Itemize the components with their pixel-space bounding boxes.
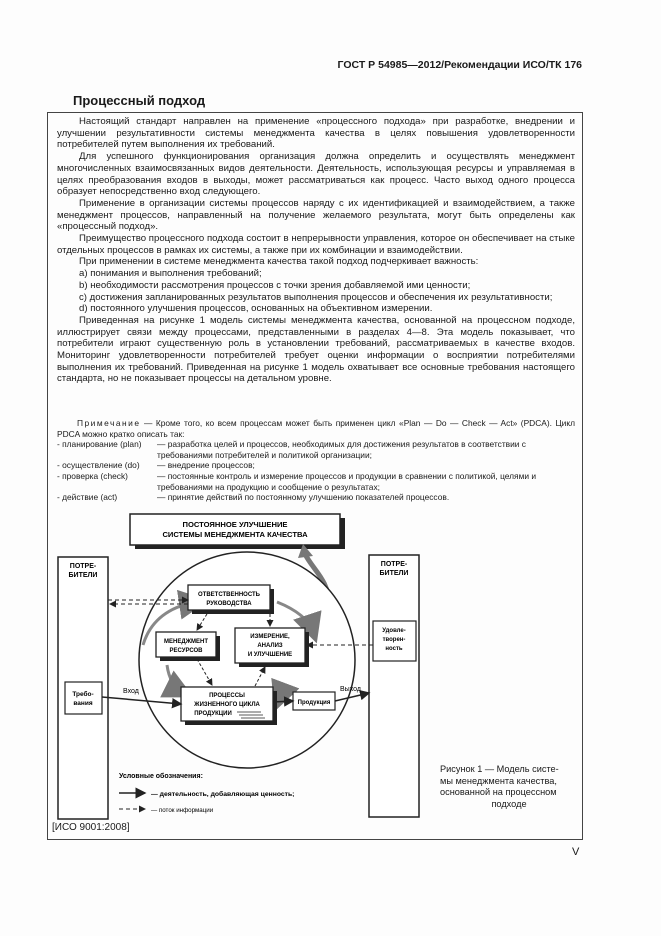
pdca-term: - действие (act) [57, 492, 118, 503]
legend-value-label: — деятельность, добавляющая ценность; [151, 791, 295, 798]
pdca-item [57, 439, 575, 460]
product-label: Продукция [297, 700, 331, 706]
pdca-desc: — постоянные контроль и измерение процессов и продукции в сравнении с политикой, целями и требованиями на продукцию и сообщение о результатах; [157, 470, 537, 492]
pdca-desc: — внедрение процессов; [157, 460, 255, 471]
paragraph: Приведенная на рисунке 1 модель системы менеджмента качества, основанной на процессном подходе, иллюстрирует связи между процессами, представленными в разделах 4—8. Эта модель показывает, что потребители играют существенную роль в установлении требований, рассматриваемых в качестве входов. Мониторинг удовлетворенности потребителей требует оценки информации о восприятии потребителями выполнения их требований. Приведенная на рисунке 1 модель охватывает все основные требования настоящего стандарта, но не показывает процессы на детальном уровне. [57, 314, 575, 385]
customers-right-column [369, 555, 419, 817]
lifecycle-label-1: ПРОЦЕССЫ [209, 693, 245, 699]
measurement-label-2: АНАЛИЗ [257, 643, 283, 649]
requirements-label-2: вания [73, 700, 93, 707]
caption-line: подходе [491, 798, 527, 809]
pdca-term: - планирование (plan) [57, 439, 142, 450]
paragraph: Преимущество процессного подхода состоит в непрерывности управления, которое он обеспечивает на стыке отдельных процессов в рамках их системы, а также при их комбинации и взаимодействии. [57, 233, 575, 256]
note-block [57, 418, 575, 503]
pdca-item [57, 460, 575, 471]
caption-line: Рисунок 1 — Модель систе- [440, 764, 559, 774]
satisfaction-label-2: творен- [382, 637, 406, 643]
product-arrow [273, 701, 293, 702]
input-label: Вход [123, 688, 139, 695]
customers-left-label-2: БИТЕЛИ [68, 572, 98, 579]
note-intro [57, 418, 575, 439]
note-label: Примечание [77, 418, 141, 428]
requirements-label-1: Требо- [72, 691, 94, 698]
body-text [57, 116, 575, 385]
paragraph: Для успешного функционирования организация должна определить и осуществлять менеджмент многочисленных взаимосвязанных видов деятельности. Деятельность, использующая ресурсы и управляемая в целях преобразования входов в выходы, может рассматриваться как процесс. Часто выход одного процесса образует непосредственно вход следующего. [57, 151, 575, 198]
paragraph: Применение в организации системы процессов наряду с их идентификацией и взаимодействием, а также менеджмент процессов, направленный на получение желаемого результата, могут быть определены как «процессный подход». [57, 197, 575, 233]
section-title: Процессный подход [73, 93, 206, 108]
page-number: V [572, 846, 580, 858]
satisfaction-label-1: Удовле- [382, 628, 406, 634]
caption-line: мы менеджмента качества, [440, 775, 557, 786]
pdca-term: - проверка (check) [57, 470, 128, 481]
top-box-line-1: ПОСТОЯННОЕ УЛУЧШЕНИЕ [182, 520, 288, 529]
requirements-box [65, 682, 102, 714]
satisfaction-label-3: ность [385, 646, 403, 652]
customers-right-label-2: БИТЕЛИ [379, 570, 409, 577]
note-text: — Кроме того, ко всем процессам может быть применен цикл «Plan — Do — Check — Act» (PDCA). Цикл PDCA можно кратко описать так: [57, 418, 575, 439]
pdca-desc: — принятие действий по постоянному улучшению показателей процессов. [157, 492, 450, 503]
list-item: b) необходимости рассмотрения процессов с точки зрения добавляемой ими ценности; [79, 279, 471, 291]
list-item: а) понимания и выполнения требований; [79, 268, 262, 280]
responsibility-label-2: РУКОВОДСТВА [206, 601, 252, 607]
pdca-item [57, 492, 575, 503]
pdca-item [57, 471, 575, 492]
paragraph: Настоящий стандарт направлен на применение «процессного подхода» при разработке, внедрении и улучшении результативности системы менеджмента качества в целях повышения удовлетворенности потребителей путем выполнения их требований. [57, 116, 575, 151]
customers-right-label-1: ПОТРЕ- [380, 561, 408, 568]
customers-left-label-1: ПОТРЕ- [69, 563, 97, 570]
paragraph: При применении в системе менеджмента качества такой подход подчеркивает важность: [79, 256, 479, 268]
caption-line: основанной на процессном [440, 787, 557, 797]
measurement-label-3: И УЛУЧШЕНИЕ [247, 652, 293, 658]
figure-caption [440, 764, 578, 810]
resources-label-1: МЕНЕДЖМЕНТ [163, 639, 209, 645]
source-reference: [ИСО 9001:2008] [52, 822, 130, 833]
measurement-label-1: ИЗМЕРЕНИЕ, [250, 634, 290, 640]
list-item: d) постоянного улучшения процессов, основанных на объективном измерении. [79, 303, 433, 315]
legend-info-label: — поток информации [151, 807, 214, 814]
pdca-term: - осуществление (do) [57, 460, 140, 471]
lifecycle-label-2: ЖИЗНЕННОГО ЦИКЛА [194, 702, 260, 708]
pdca-desc: — разработка целей и процессов, необходимых для достижения результатов в соответствии с требованиями потребителей и политикой организации; [157, 439, 526, 460]
legend-title: Условные обозначения: [119, 773, 203, 780]
output-label: Выход [340, 686, 361, 693]
responsibility-label-1: ОТВЕТСТВЕННОСТЬ [197, 592, 261, 598]
top-box-line-2: СИСТЕМЫ МЕНЕДЖМЕНТА КАЧЕСТВА [162, 530, 308, 539]
lifecycle-label-3: ПРОДУКЦИИ [194, 711, 232, 717]
resources-label-2: РЕСУРСОВ [169, 648, 203, 654]
document-header: ГОСТ Р 54985—2012/Рекомендации ИСО/ТК 176 [337, 59, 582, 71]
list-item: с) достижения запланированных результатов выполнения процессов и обеспечения их результативности; [79, 291, 553, 303]
